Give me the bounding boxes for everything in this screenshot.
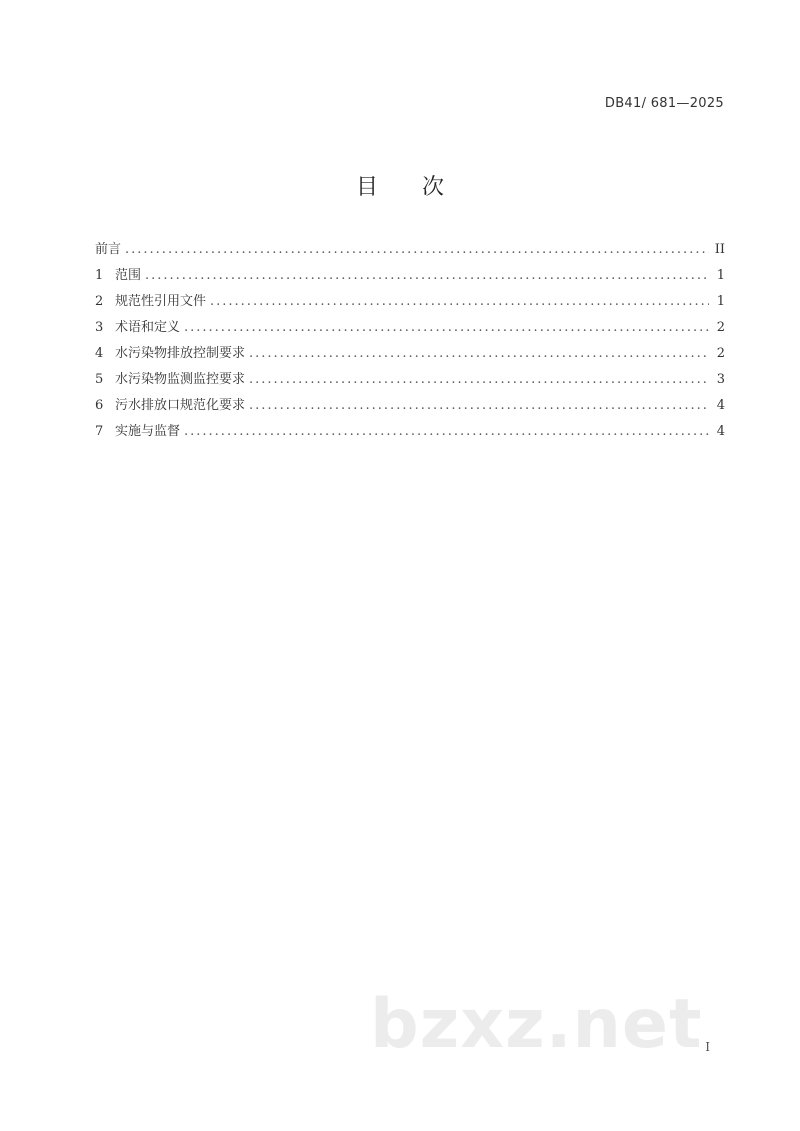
- toc-list: [95, 238, 725, 446]
- toc-entry-number: 1: [95, 268, 104, 283]
- toc-entry-label: 术语和定义: [115, 320, 181, 335]
- toc-entry-page: 4: [716, 398, 725, 413]
- toc-entry-scope[interactable]: [95, 264, 725, 290]
- toc-entry-number: 4: [95, 346, 104, 361]
- toc-entry-page: 2: [716, 346, 725, 361]
- toc-entry-label: 水污染物监测监控要求: [115, 372, 246, 387]
- toc-entry-discharge-control[interactable]: [95, 342, 725, 368]
- toc-dot-leader: [249, 346, 709, 361]
- watermark: bzxz.net: [370, 985, 703, 1064]
- toc-dot-leader: [210, 294, 709, 309]
- toc-entry-implementation[interactable]: [95, 420, 725, 446]
- toc-dot-leader: [249, 372, 709, 387]
- toc-entry-page: 1: [716, 294, 725, 309]
- toc-entry-number: 5: [95, 372, 104, 387]
- toc-entry-page: 3: [716, 372, 725, 387]
- toc-entry-number: 3: [95, 320, 104, 335]
- toc-entry-number: 2: [95, 294, 104, 309]
- toc-entry-label: 前言: [95, 242, 122, 257]
- toc-entry-page: 2: [716, 320, 725, 335]
- toc-entry-label: 污水排放口规范化要求: [115, 398, 246, 413]
- toc-entry-page: 4: [716, 424, 725, 439]
- toc-entry-label: 水污染物排放控制要求: [115, 346, 246, 361]
- toc-dot-leader: [249, 398, 709, 413]
- toc-entry-foreword[interactable]: [95, 238, 725, 264]
- toc-entry-label: 实施与监督: [115, 424, 181, 439]
- toc-dot-leader: [184, 320, 709, 335]
- page-number: I: [705, 1040, 710, 1054]
- toc-dot-leader: [184, 424, 709, 439]
- toc-entry-terms-definitions[interactable]: [95, 316, 725, 342]
- toc-entry-number: 6: [95, 398, 104, 413]
- toc-entry-label: 规范性引用文件: [115, 294, 207, 309]
- toc-dot-leader: [145, 268, 709, 283]
- toc-entry-label: 范围: [115, 268, 142, 283]
- toc-entry-outlet-standardization[interactable]: [95, 394, 725, 420]
- toc-entry-number: 7: [95, 424, 104, 439]
- toc-entry-page: 1: [716, 268, 725, 283]
- document-code: DB41/ 681—2025: [604, 96, 724, 111]
- toc-dot-leader: [125, 242, 709, 257]
- toc-entry-normative-references[interactable]: [95, 290, 725, 316]
- toc-title: 目次: [355, 175, 488, 200]
- toc-entry-page: II: [714, 242, 725, 257]
- toc-entry-monitoring[interactable]: [95, 368, 725, 394]
